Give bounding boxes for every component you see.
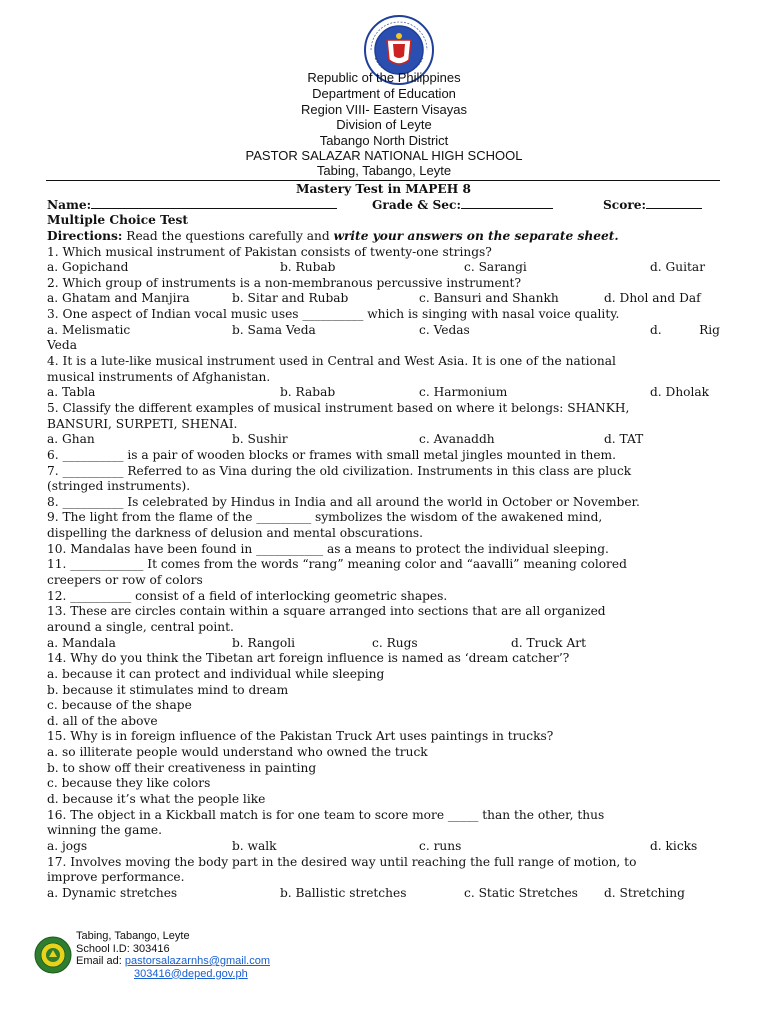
footer-address: Tabing, Tabango, Leyte	[76, 930, 190, 942]
question-3-options	[47, 323, 720, 339]
option-a: a. Mandala	[47, 635, 116, 650]
option-d: d. all of the above	[47, 713, 158, 728]
footer-email: Email ad: pastorsalazarnhs@gmail.com	[76, 955, 270, 967]
school-logo	[34, 936, 72, 974]
footer-school-id: School I.D: 303416	[76, 942, 170, 955]
option-a: a. so illiterate people would understand who owned the truck	[47, 745, 428, 760]
header-line-district: Tabango North District	[319, 132, 449, 148]
option-b: b. Rabab	[280, 385, 336, 400]
question-16-line2: winning the game.	[47, 823, 162, 838]
header-line-division: Division of Leyte	[336, 117, 432, 132]
option-a: a. Gopichand	[47, 260, 129, 275]
question-15: 15. Why is in foreign influence of the Pakistan Truck Art uses paintings in trucks?	[47, 729, 554, 744]
section-title: Multiple Choice Test	[47, 213, 189, 228]
option-b: b. Sama Veda	[232, 322, 316, 337]
option-b: b. Rubab	[280, 260, 336, 275]
directions: Directions: Read the questions carefully and write your answers on the separate sheet.	[47, 228, 619, 243]
student-info-row	[47, 198, 720, 214]
question-17-options	[47, 886, 720, 902]
option-a: a. Melismatic	[47, 322, 131, 337]
score-label: Score:	[603, 198, 702, 214]
question-3: 3. One aspect of Indian vocal music uses __________ which is singing with nasal voice quality.	[47, 307, 620, 322]
option-d: d. Dholak	[650, 385, 710, 400]
test-title: Mastery Test in MAPEH 8	[296, 182, 471, 196]
question-6: 6. __________ is a pair of wooden blocks or frames with small metal jingles mounted in them.	[47, 447, 616, 462]
question-13-line2: around a single, central point.	[47, 619, 234, 634]
email-link-1[interactable]: pastorsalazarnhs@gmail.com	[124, 955, 270, 967]
option-c: c. Static Stretches	[464, 885, 578, 900]
option-c: c. Avanaddh	[419, 432, 495, 447]
option-d: d. Dhol and Daf	[604, 291, 701, 306]
option-c: c. Vedas	[419, 322, 470, 337]
option-c: c. Rugs	[372, 635, 418, 650]
option-d: d. Stretching	[604, 885, 685, 900]
question-17: 17. Involves moving the body part in the desired way until reaching the full range of motion, to	[47, 854, 637, 869]
question-8: 8. __________ Is celebrated by Hindus in India and all around the world in October or November.	[47, 494, 640, 509]
option-a: a. Tabla	[47, 385, 96, 400]
option-a: a. jogs	[47, 838, 88, 853]
option-c: c. runs	[419, 838, 462, 853]
footer-text	[76, 930, 270, 980]
school-address: Tabing, Tabango, Leyte	[316, 163, 452, 178]
option-d: d. because it’s what the people like	[47, 791, 266, 806]
name-label: Name:	[47, 198, 337, 214]
option-c: c. Harmonium	[419, 385, 508, 400]
question-4-line2: musical instruments of Afghanistan.	[47, 369, 271, 384]
option-c: c. because they like colors	[47, 776, 211, 791]
option-b: b. because it stimulates mind to dream	[47, 682, 289, 697]
question-2: 2. Which group of instruments is a non-membranous percussive instrument?	[47, 275, 521, 290]
question-5: 5. Classify the different examples of musical instrument based on where it belongs: SHANKH,	[47, 400, 630, 415]
question-9-line2: dispelling the darkness of delusion and mental obscurations.	[47, 526, 424, 541]
question-17-line2: improve performance.	[47, 870, 185, 885]
option-d-text: Rig	[699, 322, 720, 337]
question-5-options	[47, 432, 720, 448]
question-4: 4. It is a lute-like musical instrument used in Central and West Asia. It is one of the national	[47, 354, 616, 369]
question-12: 12. __________ consist of a field of interlocking geometric shapes.	[47, 588, 448, 603]
question-2-options	[47, 291, 720, 307]
footer-email-2	[76, 968, 270, 981]
school-name: PASTOR SALAZAR NATIONAL HIGH SCHOOL	[245, 148, 523, 163]
option-b: b. to show off their creativeness in painting	[47, 760, 317, 775]
question-11-line2: creepers or row of colors	[47, 573, 203, 588]
option-a: a. because it can protect and individual while sleeping	[47, 666, 385, 681]
question-5-line2: BANSURI, SURPETI, SHENAI.	[47, 416, 238, 431]
question-11: 11. ____________ It comes from the words “rang” meaning color and “aavalli” meaning colored	[47, 557, 627, 572]
option-c: c. Sarangi	[464, 260, 527, 275]
header-line-republic: Republic of the Philippines	[307, 70, 461, 85]
option-d: d. Guitar	[650, 260, 706, 275]
question-14: 14. Why do you think the Tibetan art foreign influence is named as ‘dream catcher’?	[47, 651, 570, 666]
question-1-options	[47, 260, 720, 276]
question-1: 1. Which musical instrument of Pakistan consists of twenty-one strings?	[47, 244, 492, 259]
header-divider	[46, 180, 720, 181]
question-13-options	[47, 636, 720, 652]
option-b: b. Rangoli	[232, 635, 296, 650]
test-body	[47, 182, 720, 901]
grade-label: Grade & Sec:	[372, 198, 553, 214]
question-7: 7. __________ Referred to as Vina during the old civilization. Instruments in this class are pluck	[47, 463, 632, 478]
question-3-continued: Veda	[47, 338, 77, 353]
option-a: a. Ghatam and Manjira	[47, 291, 190, 306]
question-7-line2: (stringed instruments).	[47, 479, 191, 494]
question-9: 9. The light from the flame of the _________ symbolizes the wisdom of the awakened mind,	[47, 510, 603, 525]
option-b: b. walk	[232, 838, 277, 853]
question-16: 16. The object in a Kickball match is for one team to score more _____ than the other, thus	[47, 807, 605, 822]
question-16-options	[47, 839, 720, 855]
option-d: d. kicks	[650, 838, 698, 853]
option-d: d. Truck Art	[511, 635, 586, 650]
option-b: b. Sushir	[232, 432, 288, 447]
option-a: a. Ghan	[47, 432, 95, 447]
email-link-2[interactable]: 303416@deped.gov.ph	[134, 967, 248, 980]
question-4-options	[47, 385, 720, 401]
header-line-department: Department of Education	[312, 86, 456, 101]
question-13: 13. These are circles contain within a square arranged into sections that are all organized	[47, 604, 606, 619]
option-c: c. because of the shape	[47, 698, 192, 713]
header-line-region: Region VIII- Eastern Visayas	[301, 101, 467, 117]
option-d: d. TAT	[604, 432, 644, 447]
option-b: b. Ballistic stretches	[280, 885, 407, 900]
option-c: c. Bansuri and Shankh	[419, 291, 559, 306]
option-d: d.	[650, 322, 662, 337]
option-a: a. Dynamic stretches	[47, 885, 178, 900]
question-10: 10. Mandalas have been found in ___________ as a means to protect the individual sleeping.	[47, 541, 609, 556]
option-b: b. Sitar and Rubab	[232, 291, 349, 306]
